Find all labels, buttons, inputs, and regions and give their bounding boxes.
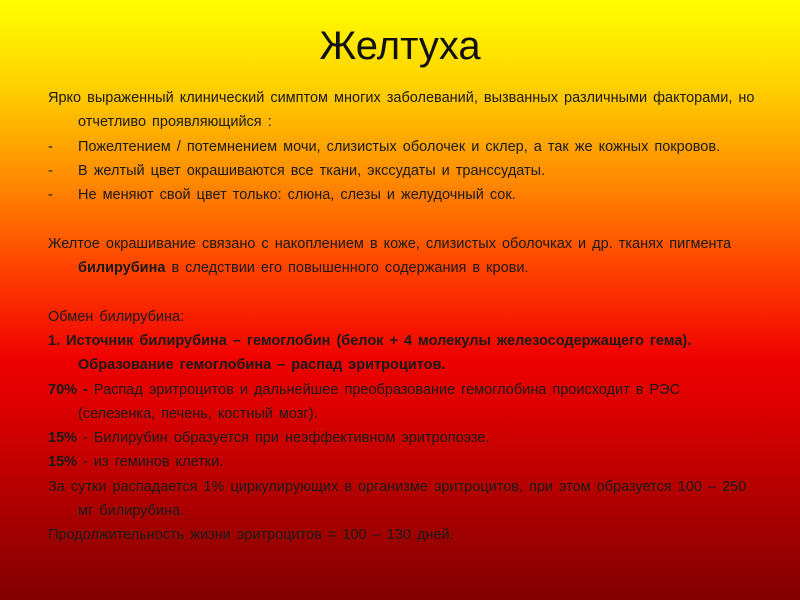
percent-item	[48, 450, 760, 474]
percent-value: 70% -	[48, 381, 88, 398]
slide-title: Желтуха	[319, 24, 481, 68]
exchange-heading: Обмен билирубина:	[48, 308, 185, 325]
pigment-text-before: Желтое окрашивание связано с накоплением в коже, слизистых оболочках и др. тканях пигмента	[48, 235, 732, 252]
pigment-text-after: в следствии его повышенного содержания в крови.	[165, 260, 529, 277]
percent-text: - Билирубин образуется при неэффективном эритропоэзе.	[77, 430, 490, 447]
source-line-text: 1. Источник билирубина – гемоглобин (белок + 4 молекулы железосодержащего гема). Образование гемоглобина – распад эритроцитов.	[48, 332, 692, 374]
pigment-term: билирубина	[78, 260, 166, 277]
percent-item	[48, 378, 760, 427]
bullet-item	[48, 159, 760, 183]
bullet-item	[48, 135, 760, 159]
pigment-paragraph	[48, 232, 760, 281]
spacer	[48, 280, 760, 304]
bullet-text: В желтый цвет окрашиваются все ткани, экссудаты и транссудаты.	[78, 162, 546, 179]
bullet-text: Не меняют свой цвет только: слюна, слезы и желудочный сок.	[78, 187, 516, 204]
lifespan-paragraph: Продолжительность жизни эритроцитов = 100 – 130 дней.	[48, 527, 454, 544]
percent-text: Распад эритроцитов и дальнейшее преобразование гемоглобина происходит в РЭС (селезенка, печень, костный мозг).	[78, 381, 681, 422]
bullet-item	[48, 183, 760, 207]
bullet-marker: -	[48, 187, 53, 204]
percent-value: 15%	[48, 430, 78, 447]
percent-item	[48, 426, 760, 450]
slide-content	[48, 86, 760, 548]
bullet-text: Пожелтением / потемнением мочи, слизистых оболочек и склер, а так же кожных покровов.	[78, 138, 721, 155]
source-line	[48, 329, 760, 378]
daily-paragraph: За сутки распадается 1% циркулирующих в организме эритроцитов, при этом образуется 100 – 250 мг билирубина.	[48, 478, 747, 520]
spacer	[48, 207, 760, 231]
bullet-marker: -	[48, 162, 53, 179]
percent-text: - из геминов клетки.	[77, 454, 224, 471]
bullet-marker: -	[48, 138, 53, 155]
intro-paragraph: Ярко выраженный клинический симптом многих заболеваний, вызванных различными факторами, но отчетливо проявляющийся :	[48, 90, 755, 131]
percent-value: 15%	[48, 454, 78, 471]
